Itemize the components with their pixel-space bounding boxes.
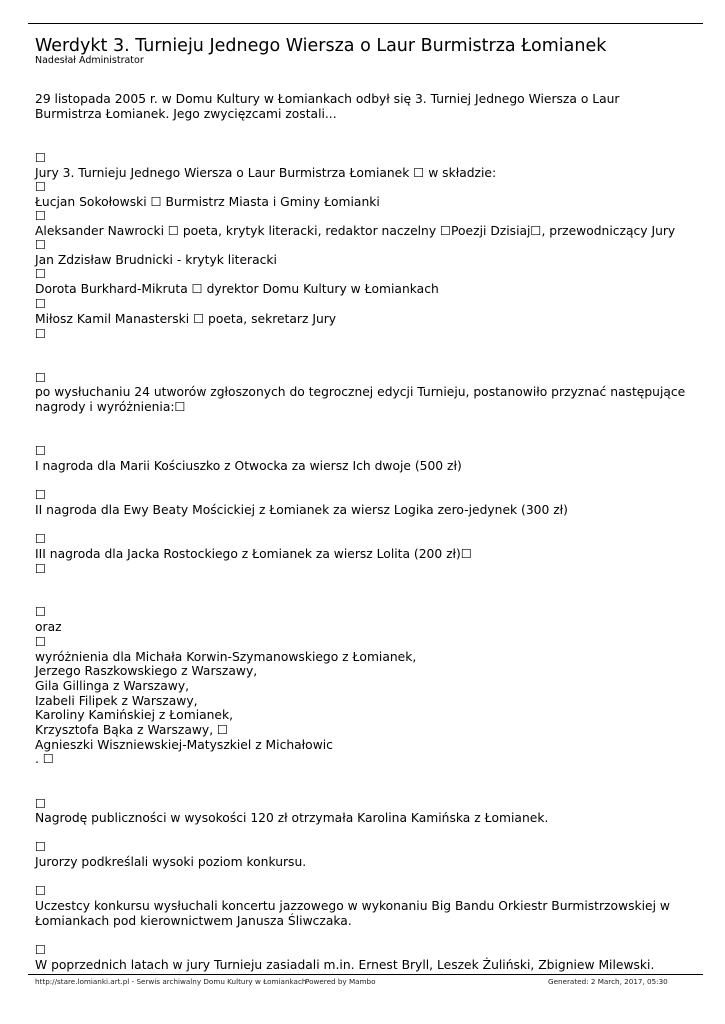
article-line: Gila Gillinga z Warszawy, bbox=[35, 679, 190, 693]
article-line: ☐ bbox=[35, 297, 47, 311]
article-line: Burmistrza Łomianek. Jego zwycięzcami zostali... bbox=[35, 107, 337, 121]
article-line: ☐ bbox=[35, 151, 47, 165]
article-line: 29 listopada 2005 r. w Domu Kultury w Łomiankach odbył się 3. Turniej Jednego Wiersza o Laur bbox=[35, 92, 620, 106]
article-line: W poprzednich latach w jury Turnieju zasiadali m.in. Ernest Bryll, Leszek Żuliński, Zbigniew Milewski. bbox=[35, 958, 655, 972]
article-line: ☐ bbox=[35, 797, 47, 811]
article-line: ☐ bbox=[35, 488, 47, 502]
article-line: Karoliny Kamińskiej z Łomianek, bbox=[35, 708, 234, 722]
footer-site-url: http://stare.lomianki.art.pl - Serwis archiwalny Domu Kultury w Łomiankach bbox=[35, 977, 307, 986]
article-line: Jury 3. Turnieju Jednego Wiersza o Laur Burmistrza Łomianek ☐ w składzie: bbox=[35, 166, 497, 180]
article-line: Łomiankach pod kierownictwem Janusza Śliwczaka. bbox=[35, 914, 352, 928]
article-line: Agnieszki Wiszniewskiej-Matyszkiel z Michałowic bbox=[35, 738, 333, 752]
article-line: Jurorzy podkreślali wysoki poziom konkursu. bbox=[35, 855, 307, 869]
article-line: Łucjan Sokołowski ☐ Burmistrz Miasta i Gminy Łomianki bbox=[35, 195, 380, 209]
article-line: po wysłuchaniu 24 utworów zgłoszonych do tegrocznej edycji Turnieju, postanowiło przyznać następujące bbox=[35, 385, 686, 399]
article-line: ☐ bbox=[35, 532, 47, 546]
article-line: ☐ bbox=[35, 562, 47, 576]
footer-rule bbox=[28, 974, 703, 975]
article-line: ☐ bbox=[35, 371, 47, 385]
article-line: I nagroda dla Marii Kościuszko z Otwocka za wiersz Ich dwoje (500 zł) bbox=[35, 459, 462, 473]
article-line: oraz bbox=[35, 620, 62, 634]
author-byline: Nadesłał Administrator bbox=[35, 55, 144, 66]
article-line: nagrody i wyróżnienia:☐ bbox=[35, 400, 186, 414]
page-title: Werdykt 3. Turnieju Jednego Wiersza o Laur Burmistrza Łomianek bbox=[35, 36, 607, 56]
article-line: wyróżnienia dla Michała Korwin-Szymanowskiego z Łomianek, bbox=[35, 650, 417, 664]
article-line: ☐ bbox=[35, 444, 47, 458]
article-line: ☐ bbox=[35, 327, 47, 341]
footer-powered-by: Powered by Mambo bbox=[305, 977, 376, 986]
article-line: ☐ bbox=[35, 635, 47, 649]
article-line: III nagroda dla Jacka Rostockiego z Łomianek za wiersz Lolita (200 zł)☐ bbox=[35, 547, 472, 561]
article-line: Jerzego Raszkowskiego z Warszawy, bbox=[35, 664, 258, 678]
top-rule bbox=[28, 23, 703, 24]
article-line: ☐ bbox=[35, 267, 47, 281]
article-line: Krzysztofa Bąka z Warszawy, ☐ bbox=[35, 723, 229, 737]
article-line: ☐ bbox=[35, 238, 47, 252]
article-line: Aleksander Nawrocki ☐ poeta, krytyk literacki, redaktor naczelny ☐Poezji Dzisiaj☐, przewodniczący Jury bbox=[35, 224, 676, 238]
article-line: ☐ bbox=[35, 605, 47, 619]
article-line: . ☐ bbox=[35, 752, 54, 766]
article-line: ☐ bbox=[35, 943, 47, 957]
article-line: ☐ bbox=[35, 884, 47, 898]
article-line: Nagrodę publiczności w wysokości 120 zł otrzymała Karolina Kamińska z Łomianek. bbox=[35, 811, 549, 825]
article-line: ☐ bbox=[35, 209, 47, 223]
article-line: ☐ bbox=[35, 180, 47, 194]
article-line: Miłosz Kamil Manasterski ☐ poeta, sekretarz Jury bbox=[35, 312, 337, 326]
article-line: Dorota Burkhard-Mikruta ☐ dyrektor Domu Kultury w Łomiankach bbox=[35, 282, 439, 296]
article-line: Uczestcy konkursu wysłuchali koncertu jazzowego w wykonaniu Big Bandu Orkiestr Burmistrzowskiej w bbox=[35, 899, 670, 913]
article-line: Izabeli Filipek z Warszawy, bbox=[35, 694, 198, 708]
article-line: II nagroda dla Ewy Beaty Mościckiej z Łomianek za wiersz Logika zero-jedynek (300 zł) bbox=[35, 503, 568, 517]
article-line: ☐ bbox=[35, 840, 47, 854]
footer-generated-date: Generated: 2 March, 2017, 05:30 bbox=[548, 977, 668, 986]
article-line: Jan Zdzisław Brudnicki - krytyk literacki bbox=[35, 253, 277, 267]
